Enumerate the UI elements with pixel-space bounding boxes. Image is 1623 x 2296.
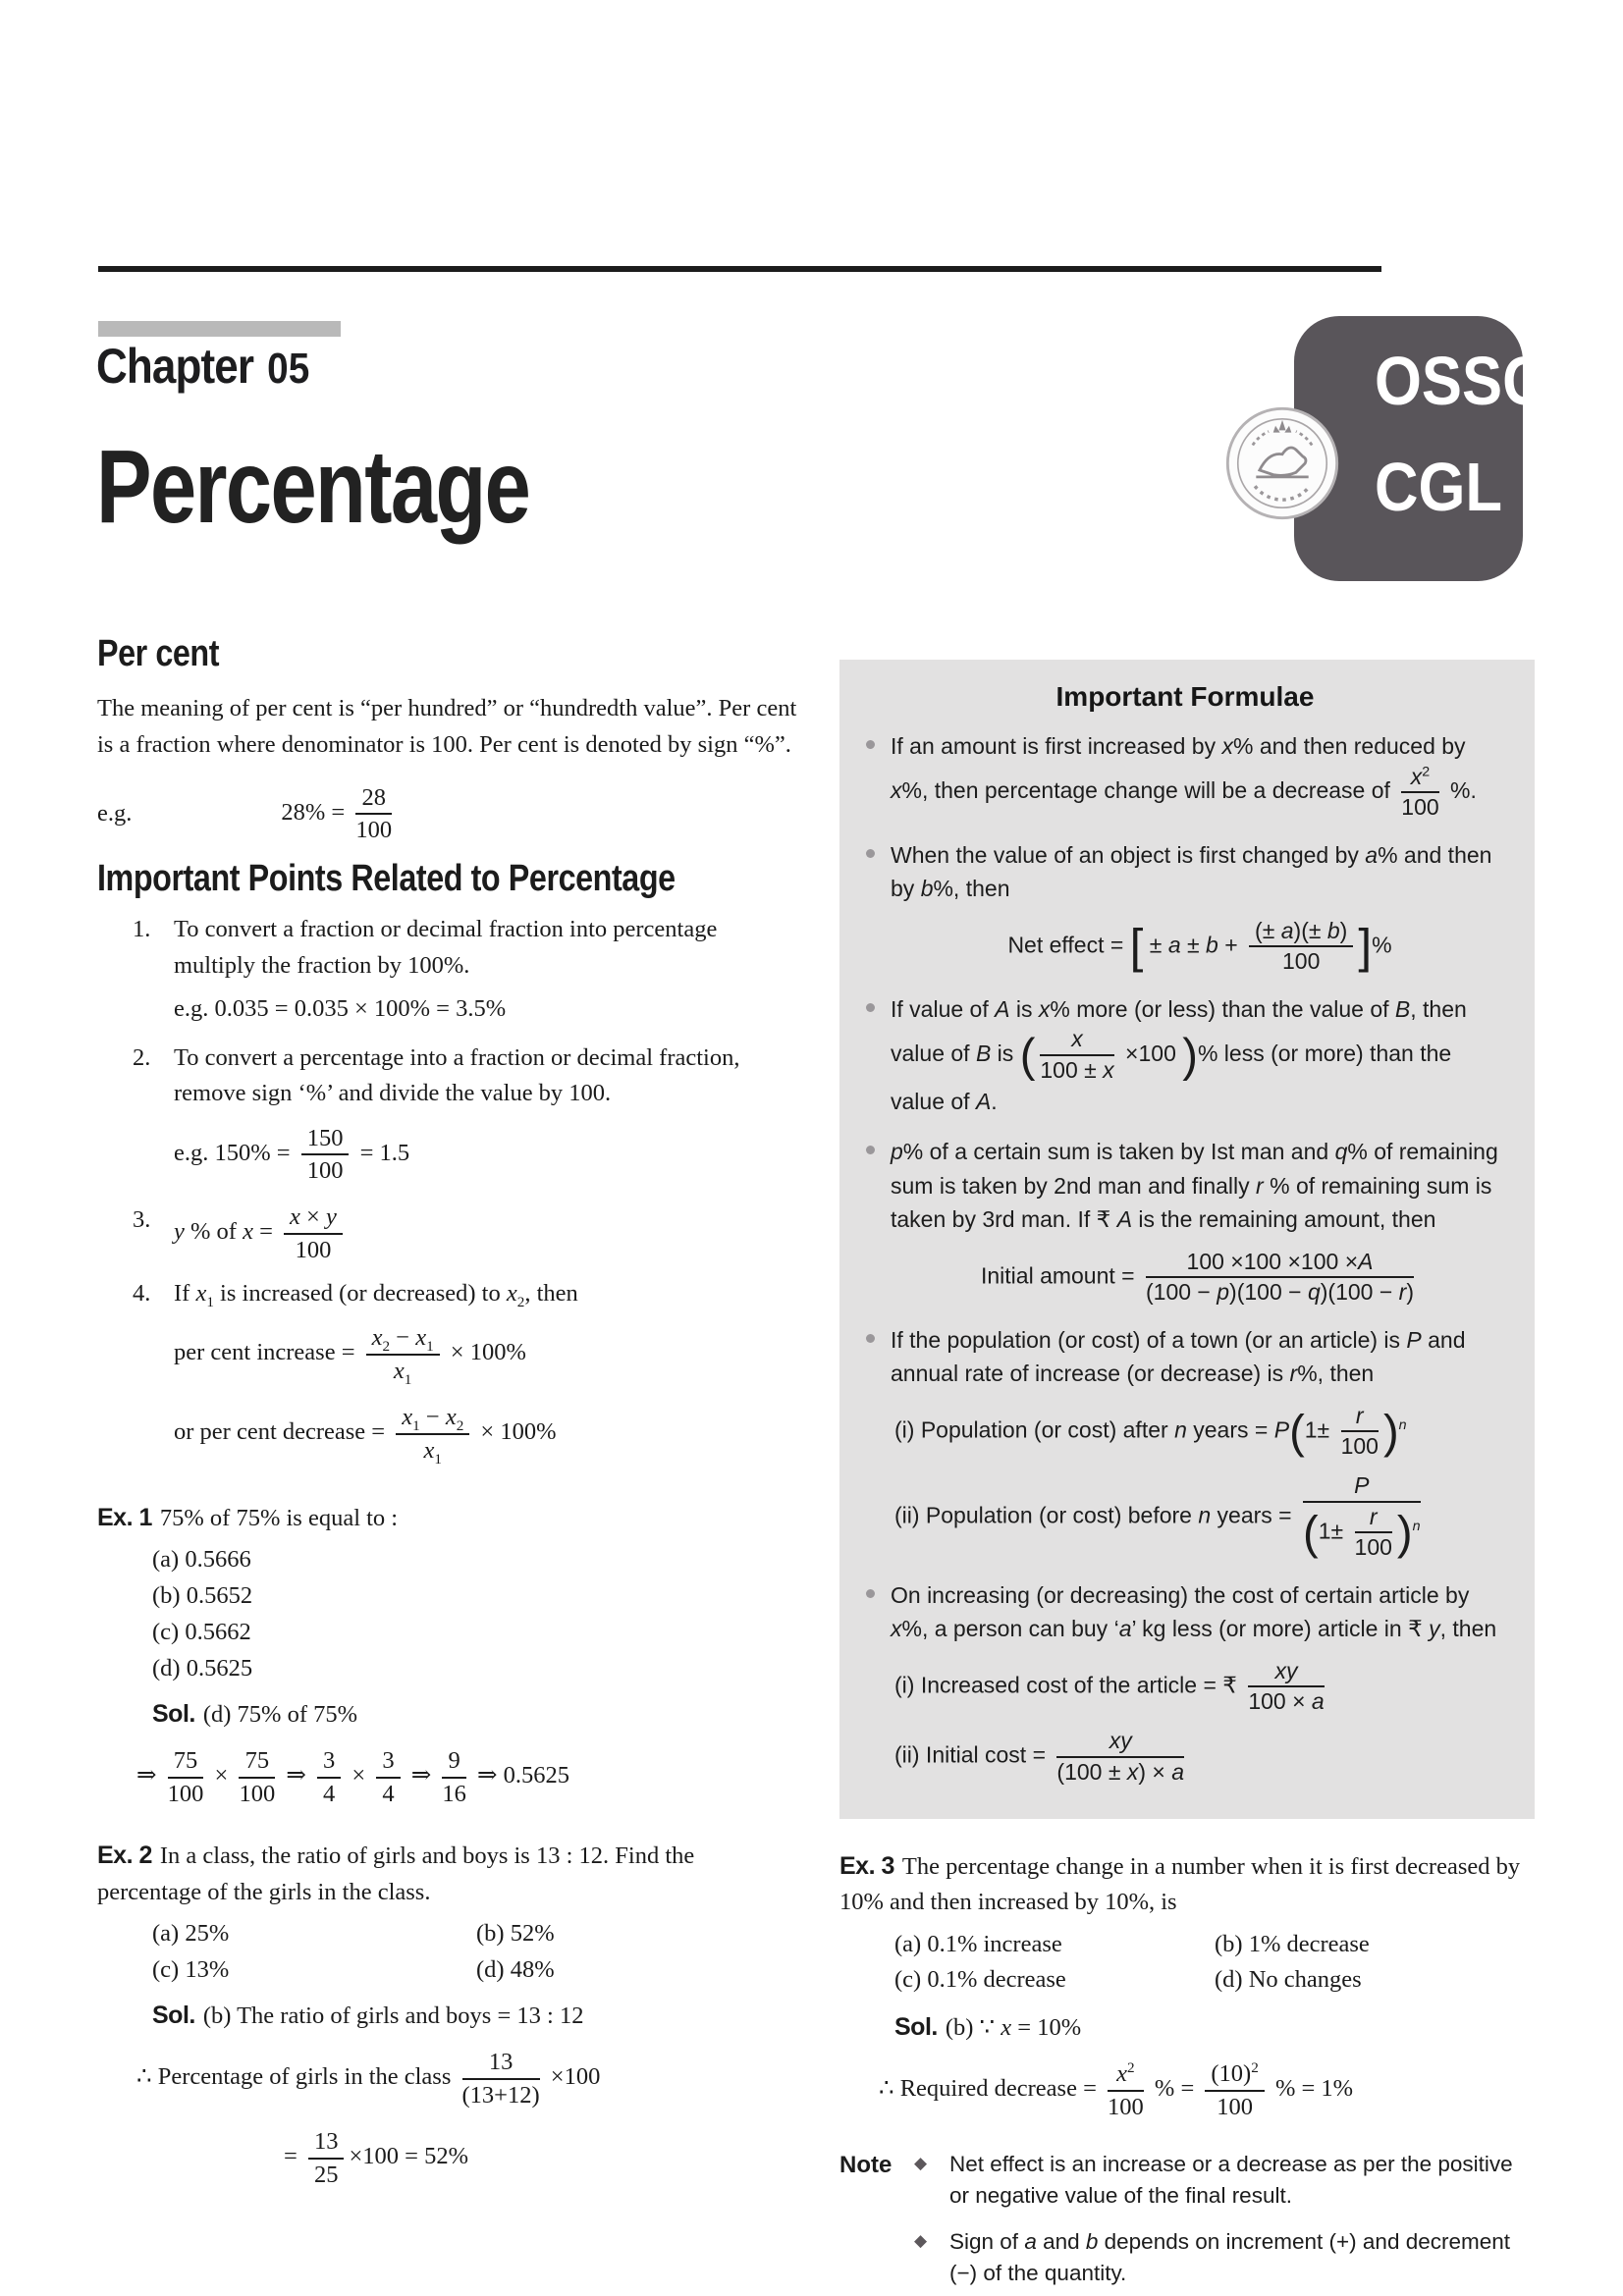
point-text: To convert a fraction or decimal fraction into percentage multiply the fraction by 100%. — [174, 916, 718, 979]
formula-text: When the value of an object is first changed by a% and then by b%, then — [891, 841, 1492, 902]
bullet-icon — [866, 1003, 875, 1012]
top-rule — [98, 266, 1381, 272]
point-example: e.g. 0.035 = 0.035 × 100% = 3.5% — [174, 994, 507, 1022]
example-1 — [97, 1500, 800, 1808]
diamond-icon: ◆ — [914, 2231, 928, 2251]
odisha-emblem-icon — [1225, 406, 1339, 520]
formula-bullet-2 — [861, 838, 1509, 976]
point-item-3 — [97, 1202, 800, 1264]
option-c: (c) 13% — [152, 1955, 230, 1983]
solution-label: Sol. — [152, 2002, 195, 2030]
point-number: 2. — [133, 1044, 151, 1072]
point-formula-increase: per cent increase = $\frac{x_2 - x_1}{x_1}$ × 100% — [174, 1324, 526, 1388]
point-item-2 — [97, 1041, 800, 1191]
badge-line-2: CGL — [1375, 449, 1503, 525]
percent-paragraph: The meaning of per cent is “per hundred” or “hundredth value”. Per cent is a fraction where denominator is 100. Per cent is denoted by sign “%”. — [97, 695, 797, 758]
example-3-solution — [839, 2012, 1535, 2042]
solution-label: Sol. — [894, 2013, 938, 2042]
eg-label: e.g. — [97, 799, 133, 827]
point-item-1 — [97, 912, 800, 1029]
formula-bullet-4 — [861, 1135, 1509, 1307]
example-1-question — [97, 1500, 800, 1536]
option-a: (a) 0.1% increase — [894, 1930, 1062, 1957]
option-d: (d) 48% — [476, 1955, 555, 1983]
example-1-working: ⇒ $\frac{75}{100}$ × $\frac{75}{100}$ ⇒ $\frac{3}{4}$ × $\frac{3}{4}$ ⇒ $\frac{9}{16}$ ⇒ 0.5625 — [136, 1747, 570, 1807]
point-item-4 — [97, 1276, 800, 1470]
solution-text: (d) 75% of 75% — [202, 1701, 358, 1729]
badge-line-1: OSSC — [1375, 343, 1546, 419]
option-b: (b) 0.5652 — [152, 1581, 253, 1609]
formula-bullet-3 — [861, 992, 1509, 1118]
example-3-question — [839, 1848, 1535, 1921]
point-text: If $x_1$ is increased (or decreased) to $x_2$, then — [174, 1280, 578, 1310]
note-item-2: Sign of a and b depends on increment (+) and decrement (−) of the quantity. — [949, 2229, 1511, 2285]
important-formulae-box — [839, 660, 1535, 1819]
question-text: 75% of 75% is equal to : — [159, 1504, 399, 1531]
formula-net-effect: Net effect = [ ± a ± b + $\frac{(\pm a)(\pm b)}{100}$ ]% — [1007, 917, 1392, 975]
example-2-question — [97, 1838, 800, 1910]
example-label: Ex. 2 — [97, 1842, 152, 1870]
example-label: Ex. 3 — [839, 1852, 894, 1881]
chapter-heading — [96, 338, 309, 395]
option-b: (b) 1% decrease — [1215, 1930, 1370, 1957]
formula-population-before: (ii) Population (or cost) before n years = P (1± $\frac{r}{100}$ )$^n$ — [894, 1471, 1421, 1561]
percent-heading: Per cent — [97, 633, 220, 674]
point-formula-decrease: or per cent decrease = $\frac{x_1 - x_2}{x_1}$ × 100% — [174, 1404, 557, 1468]
formula-text: If the population (or cost) of a town (or an article) is P and annual rate of increase (or decrease) is r%, then — [891, 1326, 1466, 1387]
points-heading: Important Points Related to Percentage — [97, 858, 676, 900]
formula-population-after: (i) Population (or cost) after n years = P(1± $\frac{r}{100}$ )$^n$ — [894, 1402, 1407, 1460]
solution-label: Sol. — [152, 1700, 195, 1729]
question-text: The percentage change in a number when it is first decreased by 10% and then increased by 10%, is — [839, 1853, 1521, 1916]
example-2-options — [97, 1918, 800, 1987]
option-d: (d) No changes — [1215, 1966, 1362, 1994]
point-number: 1. — [133, 916, 151, 943]
note-block — [839, 2149, 1535, 2288]
bullet-icon — [866, 1334, 875, 1343]
formula-text: If an amount is first increased by x% and then reduced by x%, then percentage change will be a decrease of $\frac{x^2}{100}$ %. — [891, 733, 1477, 821]
point-number: 3. — [133, 1206, 151, 1234]
page-title: Percentage — [96, 429, 530, 545]
percent-example-row — [97, 783, 800, 845]
solution-text: (b) The ratio of girls and boys = 13 : 12 — [202, 2002, 584, 2030]
example-1-solution — [97, 1700, 800, 1729]
points-section — [97, 858, 800, 1470]
example-3 — [839, 1848, 1535, 2121]
example-1-options — [97, 1544, 800, 1684]
option-a: (a) 25% — [152, 1919, 230, 1947]
chapter-label: Chapter — [96, 339, 254, 394]
bullet-icon — [866, 849, 875, 858]
option-c: (c) 0.1% decrease — [894, 1966, 1066, 1994]
formulae-box-title: Important Formulae — [1055, 681, 1315, 712]
option-d: (d) 0.5625 — [152, 1654, 253, 1682]
example-label: Ex. 1 — [97, 1503, 152, 1531]
option-c: (c) 0.5662 — [152, 1618, 251, 1645]
percent-section — [97, 633, 800, 844]
option-b: (b) 52% — [476, 1919, 555, 1947]
formula-initial-amount: Initial amount = $\frac{100 \times 100 \times 100 \times A}{(100 - p)(100 - q)(100 - r)}$ — [980, 1248, 1414, 1306]
chapter-number: 05 — [267, 345, 310, 393]
formula-initial-cost: (ii) Initial cost = $\frac{xy}{(100 \pm x) \times a}$ — [894, 1727, 1185, 1785]
point-formula: y % of x = $\frac{x \times y}{100}$ — [174, 1202, 800, 1264]
example-3-working: ∴ Required decrease = $\frac{x^2}{100}$ % = $\frac{(10)^2}{100}$ % = 1% — [879, 2059, 1354, 2120]
bullet-icon — [866, 1146, 875, 1154]
solution-text: (b) ∵ x = 10% — [945, 2014, 1082, 2042]
point-number: 4. — [133, 1280, 151, 1308]
formula-bullet-6 — [861, 1578, 1509, 1786]
eg-formula: 28% = $\frac{28}{100}$ — [281, 783, 393, 843]
note-item-1: Net effect is an increase or a decrease as per the positive or negative value of the final result. — [949, 2152, 1513, 2208]
formula-increased-cost: (i) Increased cost of the article = ₹ $\frac{xy}{100 \times a}$ — [894, 1657, 1325, 1715]
question-text: In a class, the ratio of girls and boys is 13 : 12. Find the percentage of the girls in the class. — [97, 1842, 695, 1905]
formula-text: p% of a certain sum is taken by Ist man and q% of remaining sum is taken by 2nd man and finally r % of remaining sum is taken by 3rd man. If ₹ A is the remaining amount, then — [891, 1139, 1498, 1233]
example-2 — [97, 1838, 800, 2189]
bullet-icon — [866, 1589, 875, 1598]
point-text: To convert a percentage into a fraction or decimal fraction, remove sign ‘%’ and divide the value by 100. — [174, 1044, 740, 1107]
bullet-icon — [866, 740, 875, 749]
point-example: e.g. 150% = $\frac{150}{100}$ = 1.5 — [174, 1124, 410, 1184]
diamond-icon: ◆ — [914, 2154, 928, 2173]
example-3-options — [839, 1929, 1535, 1998]
example-2-solution — [97, 2002, 800, 2030]
formula-bullet-1 — [861, 729, 1509, 822]
left-column — [97, 633, 800, 2189]
note-label: Note — [839, 2152, 893, 2179]
example-2-working-1: ∴ Percentage of girls in the class $\frac{13}{(13+12)}$ ×100 — [136, 2049, 601, 2109]
option-a: (a) 0.5666 — [152, 1546, 251, 1574]
formula-text: If value of A is x% more (or less) than the value of B, then value of B is ( $\frac{x}{100 \pm x}$ ×100 )% less (or more) than the value of A. — [891, 995, 1467, 1114]
formula-bullet-5 — [861, 1323, 1509, 1562]
chapter-accent-bar — [98, 321, 341, 337]
right-column — [839, 660, 1535, 2288]
example-2-working-2: = $\frac{13}{25}$ ×100 = 52% — [284, 2128, 468, 2188]
formula-text: On increasing (or decreasing) the cost of certain article by x%, a person can buy ‘a’ kg less (or more) article in ₹ y, then — [891, 1581, 1497, 1642]
